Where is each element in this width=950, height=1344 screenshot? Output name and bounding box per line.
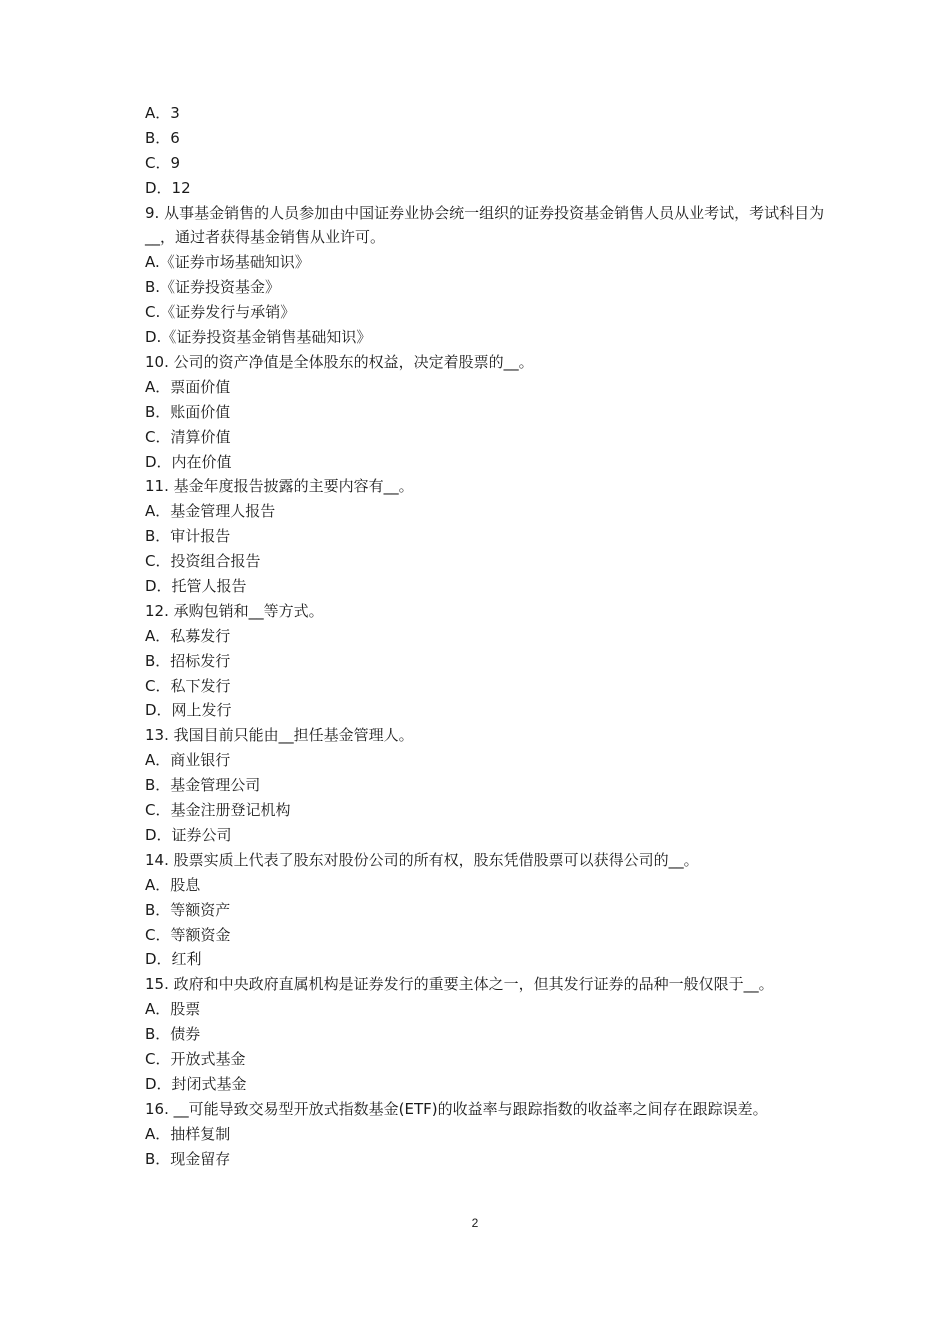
option-line: B．账面价值: [145, 402, 231, 421]
option-line: C．清算价值: [145, 427, 231, 446]
option-line: C．等额资金: [145, 925, 231, 944]
option-line: A．股息: [145, 875, 201, 894]
option-line: A．商业银行: [145, 751, 231, 770]
question-16-text: 16. __可能导致交易型开放式指数基金(ETF)的收益率与跟踪指数的收益率之间存在跟踪误差。: [145, 1099, 768, 1118]
option-line: C．9: [145, 153, 181, 172]
option-line: B．基金管理公司: [145, 776, 261, 795]
option-line: D．证券公司: [145, 825, 232, 844]
option-line: D．网上发行: [145, 701, 232, 720]
question-15-text: 15. 政府和中央政府直属机构是证券发行的重要主体之一，但其发行证券的品种一般仅限于__。: [145, 975, 774, 994]
option-line: C．基金注册登记机构: [145, 801, 291, 820]
question-11-text: 11. 基金年度报告披露的主要内容有__。: [145, 477, 414, 496]
option-line: C.《证券发行与承销》: [145, 303, 296, 322]
option-line: B．现金留存: [145, 1149, 231, 1168]
option-line: A.《证券市场基础知识》: [145, 253, 310, 272]
question-10-text: 10. 公司的资产净值是全体股东的权益，决定着股票的__。: [145, 352, 534, 371]
option-line: C．私下发行: [145, 676, 231, 695]
option-line: D．封闭式基金: [145, 1074, 247, 1093]
option-line: B．6: [145, 128, 180, 147]
option-line: A．股票: [145, 1000, 201, 1019]
question-14-text: 14. 股票实质上代表了股东对股份公司的所有权，股东凭借股票可以获得公司的__。: [145, 850, 699, 869]
option-line: A．票面价值: [145, 377, 231, 396]
option-line: D．内在价值: [145, 452, 232, 471]
option-line: C．开放式基金: [145, 1049, 246, 1068]
option-line: A．私募发行: [145, 626, 231, 645]
option-line: A．抽样复制: [145, 1124, 231, 1143]
option-line: A．基金管理人报告: [145, 502, 276, 521]
option-line: B．招标发行: [145, 651, 231, 670]
option-line: D．托管人报告: [145, 576, 247, 595]
option-line: B．债券: [145, 1025, 201, 1044]
option-line: D．红利: [145, 950, 202, 969]
option-line: B．审计报告: [145, 527, 231, 546]
option-line: B．等额资产: [145, 900, 231, 919]
page-number: 2: [471, 1216, 479, 1230]
option-line: A．3: [145, 104, 180, 122]
question-12-text: 12. 承购包销和__等方式。: [145, 601, 324, 620]
option-line: B.《证券投资基金》: [145, 278, 281, 297]
option-line: D．12: [145, 178, 191, 197]
option-line: D.《证券投资基金销售基础知识》: [145, 328, 372, 347]
option-line: C．投资组合报告: [145, 552, 261, 571]
question-13-text: 13. 我国目前只能由__担任基金管理人。: [145, 726, 414, 745]
page-content: [145, 101, 825, 1171]
question-9-text: 9. 从事基金销售的人员参加由中国证券业协会统一组织的证券投资基金销售人员从业考试，考试科目为__，通过者获得基金销售从业许可。: [145, 203, 825, 247]
